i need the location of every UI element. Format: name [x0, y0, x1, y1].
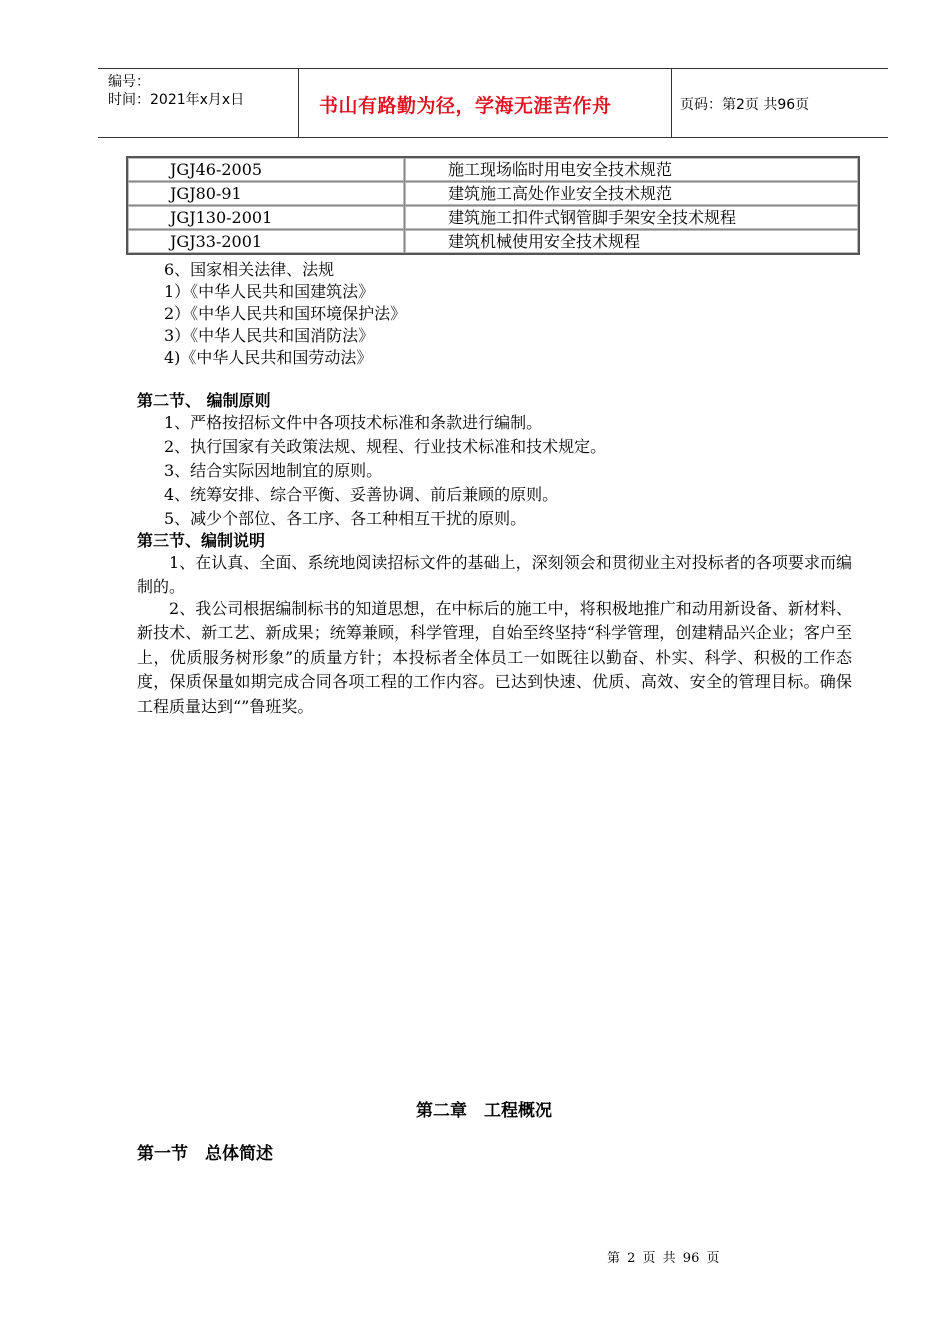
time-label: 时间：2021年x月x日 [108, 92, 245, 108]
section-title: 第二节、 编制原则 [137, 391, 271, 410]
header-motto: 书山有路勤为径，学海无涯苦作舟 [319, 95, 612, 117]
law-item: 4)《中华人民共和国劳动法》 [164, 348, 373, 367]
principle-item: 1、严格按招标文件中各项技术标准和条款进行编制。 [164, 413, 543, 432]
table-row [127, 230, 859, 255]
table-row [127, 157, 859, 182]
standard-code: JGJ33-2001 [127, 230, 405, 255]
principle-item: 4、统筹安排、综合平衡、妥善协调、前后兼顾的原则。 [164, 485, 559, 504]
header-page-info: 页码：第2页 共96页 [680, 97, 810, 113]
standard-code: JGJ80-91 [127, 182, 405, 206]
page-footer: 第 2 页 共 96 页 [607, 1251, 720, 1266]
header-meta-cell [98, 69, 299, 137]
number-label: 编号： [108, 74, 150, 90]
standard-name: 施工现场临时用电安全技术规范 [405, 157, 860, 182]
section-title: 第三节、编制说明 [137, 531, 266, 550]
section-title: 第一节 总体简述 [137, 1144, 273, 1164]
standards-table [126, 156, 860, 255]
law-item: 1）《中华人民共和国建筑法》 [164, 282, 375, 301]
standard-name: 建筑施工扣件式钢管脚手架安全技术规程 [405, 206, 860, 230]
law-item: 3）《中华人民共和国消防法》 [164, 326, 375, 345]
chapter-title: 第二章 工程概况 [416, 1101, 552, 1121]
law-item: 2）《中华人民共和国环境保护法》 [164, 304, 407, 323]
principle-item: 3、结合实际因地制宜的原则。 [164, 461, 383, 480]
standard-code: JGJ46-2005 [127, 157, 405, 182]
standard-code: JGJ130-2001 [127, 206, 405, 230]
page-header [98, 68, 888, 138]
table-row [127, 182, 859, 206]
explanation-paragraph: 1、在认真、全面、系统地阅读招标文件的基础上，深刻领会和贯彻业主对投标者的各项要求而编制的。 [137, 553, 852, 597]
explanation-paragraph: 2、我公司根据编制标书的知道思想，在中标后的施工中，将积极地推广和动用新设备、新材料、新技术、新工艺、新成果；统筹兼顾，科学管理，自始至终坚持“科学管理，创建精品兴企业；客户至上，优质服务树形象”的质量方针；本投标者全体员工一如既往以勤奋、朴实、科学、积极的工作态度，保质保量如期完成合同各项工程的工作内容。已达到快速、优质、高效、安全的管理目标。确保工程质量达到“”鲁班奖。 [137, 599, 852, 716]
header-page-cell [672, 69, 888, 137]
principle-item: 5、减少个部位、各工序、各工种相互干扰的原则。 [164, 509, 527, 528]
principle-item: 2、执行国家有关政策法规、规程、行业技术标准和技术规定。 [164, 437, 607, 456]
table-row [127, 206, 859, 230]
standard-name: 建筑施工高处作业安全技术规范 [405, 182, 860, 206]
laws-heading: 6、国家相关法律、法规 [164, 260, 335, 279]
standard-name: 建筑机械使用安全技术规程 [405, 230, 860, 255]
header-motto-cell [299, 69, 672, 137]
